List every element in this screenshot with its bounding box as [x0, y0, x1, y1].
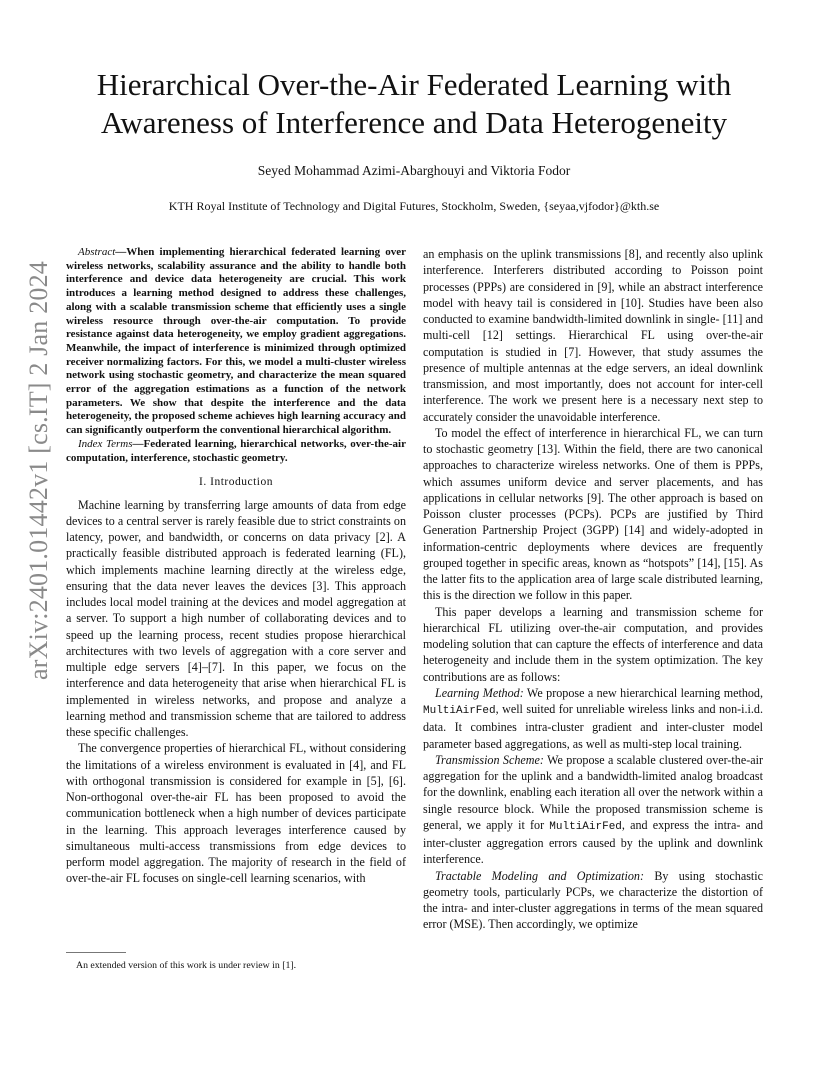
contribution-text: We propose a scalable clustered over-the-air aggregation for the uplink and a bandwidth-limited analog broadcast for the downlink, enabling each iteration all over the network within a single resource block. While the proposed transmission scheme is general, we apply it for	[423, 752, 763, 832]
contribution-text: , and express the intra- and inter-cluster aggregation errors caused by the uplink and downlink interference.	[423, 817, 763, 867]
contribution-text: , well suited for unreliable wireless links and non-i.i.d. data. It combines intra-cluster gradient and inter-cluster model parameter based aggregations, as well as multi-step local training.	[423, 702, 763, 751]
title-line-1: Hierarchical Over-the-Air Federated Learning with	[96, 67, 732, 102]
algorithm-name: MultiAirFed	[549, 820, 622, 833]
left-column	[66, 246, 406, 887]
contribution-text: By using stochastic geometry tools, particularly PCPs, we characterize the distortion of the intra- and inter-cluster aggregations in terms of the mean squared error (MSE). Then accordingly, we optimize	[423, 868, 763, 932]
body-paragraph: an emphasis on the uplink transmissions [8], and recently also uplink interference. Interferers distributed according to Poisson point processes (PPPs) are considered in [9], while an abstract interference model with heavy tail is considered in [10]. Studies have been also conducted to examine bandwidth-limited downlink in single- [11] and multi-cell [12] settings. Hierarchical FL using over-the-air computation is studied in [7]. However, that study assumes the presence of multiple antennas at the edge servers, an ideal downlink transmission, and most importantly, does not account for inter-cell interference. The work we present here is a necessary next step to accurately consider the unavoidable interference.	[423, 247, 763, 424]
contribution-learning-method	[423, 685, 763, 752]
index-terms-text: —Federated learning, hierarchical networks, over-the-air computation, interference, stochastic geometry.	[66, 437, 406, 464]
body-paragraph: Machine learning by transferring large amounts of data from edge devices to a central server is rarely feasible due to strict constraints on latency, power, and bandwidth, or concerns on data privacy [2]. A practically feasible distributed approach is federated learning (FL), which implements machine learning directly at the wireless edge, ensuring that the data never leaves the devices [3]. This approach includes local model training at the devices and model aggregation at a server. To support a high number of collaborating devices and to speed up the learning process, recent studies propose hierarchical architectures with two levels of aggregation with a core server and multiple edge servers [4]–[7]. In this paper, we focus on the interference and data heterogeneity that arise when hierarchical FL is implemented in wireless networks, and propose and analyze a learning method and transmission scheme that are tailored to address these specific challenges.	[66, 497, 406, 739]
right-column	[423, 246, 763, 933]
title-line-2: Awareness of Interference and Data Heterogeneity	[100, 105, 728, 140]
section-heading-introduction: I. Introduction	[199, 476, 273, 489]
contribution-heading: Transmission Scheme:	[435, 752, 544, 767]
abstract-label: Abstract	[78, 246, 116, 258]
contribution-transmission-scheme	[423, 752, 763, 868]
abstract	[66, 246, 406, 438]
body-paragraph: This paper develops a learning and transmission scheme for hierarchical FL utilizing over-the-air computation, and provides modeling solution that can capture the effects of interference and data heterogeneity and include them in the system optimization. The key contributions are as follows:	[423, 604, 763, 684]
algorithm-name: MultiAirFed	[423, 705, 496, 717]
author-list: Seyed Mohammad Azimi-Abarghouyi and Viktoria Fodor	[257, 163, 571, 178]
abstract-text: —When implementing hierarchical federated learning over wireless networks, scalability assurance and the ability to handle both interference and device data heterogeneity are crucial. This work introduces a learning method designed to address these challenges, along with a scalable transmission scheme that efficiently uses a single wireless resource through over-the-air computation. To provide resistance against data heterogeneity, we employ gradient aggregations. Meanwhile, the impact of interference is minimized through optimized receiver normalizing factors. For this, we model a multi-cluster wireless network using stochastic geometry, and characterize the mean squared error of the aggregation estimations as a function of the network parameters. We show that despite the interference and the data heterogeneity, the proposed scheme achieves high learning accuracy and can significantly outperform the conventional hierarchical algorithm.	[66, 246, 406, 437]
footnote: An extended version of this work is under review in [1].	[76, 960, 297, 971]
body-paragraph: To model the effect of interference in hierarchical FL, we can turn to stochastic geometry [13]. Within the field, there are two canonical approaches to characterize wireless networks. One of them is PPPs, which assumes uniform device and server placements, and has applications in cellular networks [9]. The other approach is based on Poisson cluster processes (PCPs). PCPs are justified by Third Generation Partnership Project (3GPP) [14] and widely-adopted in information-centric deployments where devices are frequently grouped together in specific areas, known as “hotspots” [14], [15]. As the latter fits to the application area of large scale distributed learning, this is the direction we follow in this paper.	[423, 425, 763, 603]
contribution-text: We propose a new hierarchical learning method,	[523, 685, 763, 700]
contribution-heading: Tractable Modeling and Optimization:	[435, 868, 645, 883]
contribution-heading: Learning Method:	[435, 685, 524, 700]
index-terms	[66, 438, 406, 465]
body-paragraph: The convergence properties of hierarchical FL, without considering the limitations of a wireless environment is evaluated in [4], and FL with orthogonal transmission is considered for example in [5], [6]. Non-orthogonal over-the-air FL has been proposed to avoid the communication bottleneck when a high number of devices participate in the learning. This approach leverages interference caused by simultaneous multi-access transmissions from edge devices to perform model aggregation. The majority of research in the field of over-the-air FL focuses on single-cell learning scenarios, with	[66, 741, 406, 886]
footnote-divider	[66, 952, 126, 953]
index-terms-label: Index Terms	[78, 437, 133, 450]
affiliation: KTH Royal Institute of Technology and Digital Futures, Stockholm, Sweden, {seyaa,vjfodor}@kth.se	[168, 199, 660, 213]
arxiv-identifier-stamp: arXiv:2401.01442v1 [cs.IT] 2 Jan 2024	[24, 261, 53, 680]
paper-title	[40, 66, 788, 142]
contribution-modeling	[423, 868, 763, 933]
